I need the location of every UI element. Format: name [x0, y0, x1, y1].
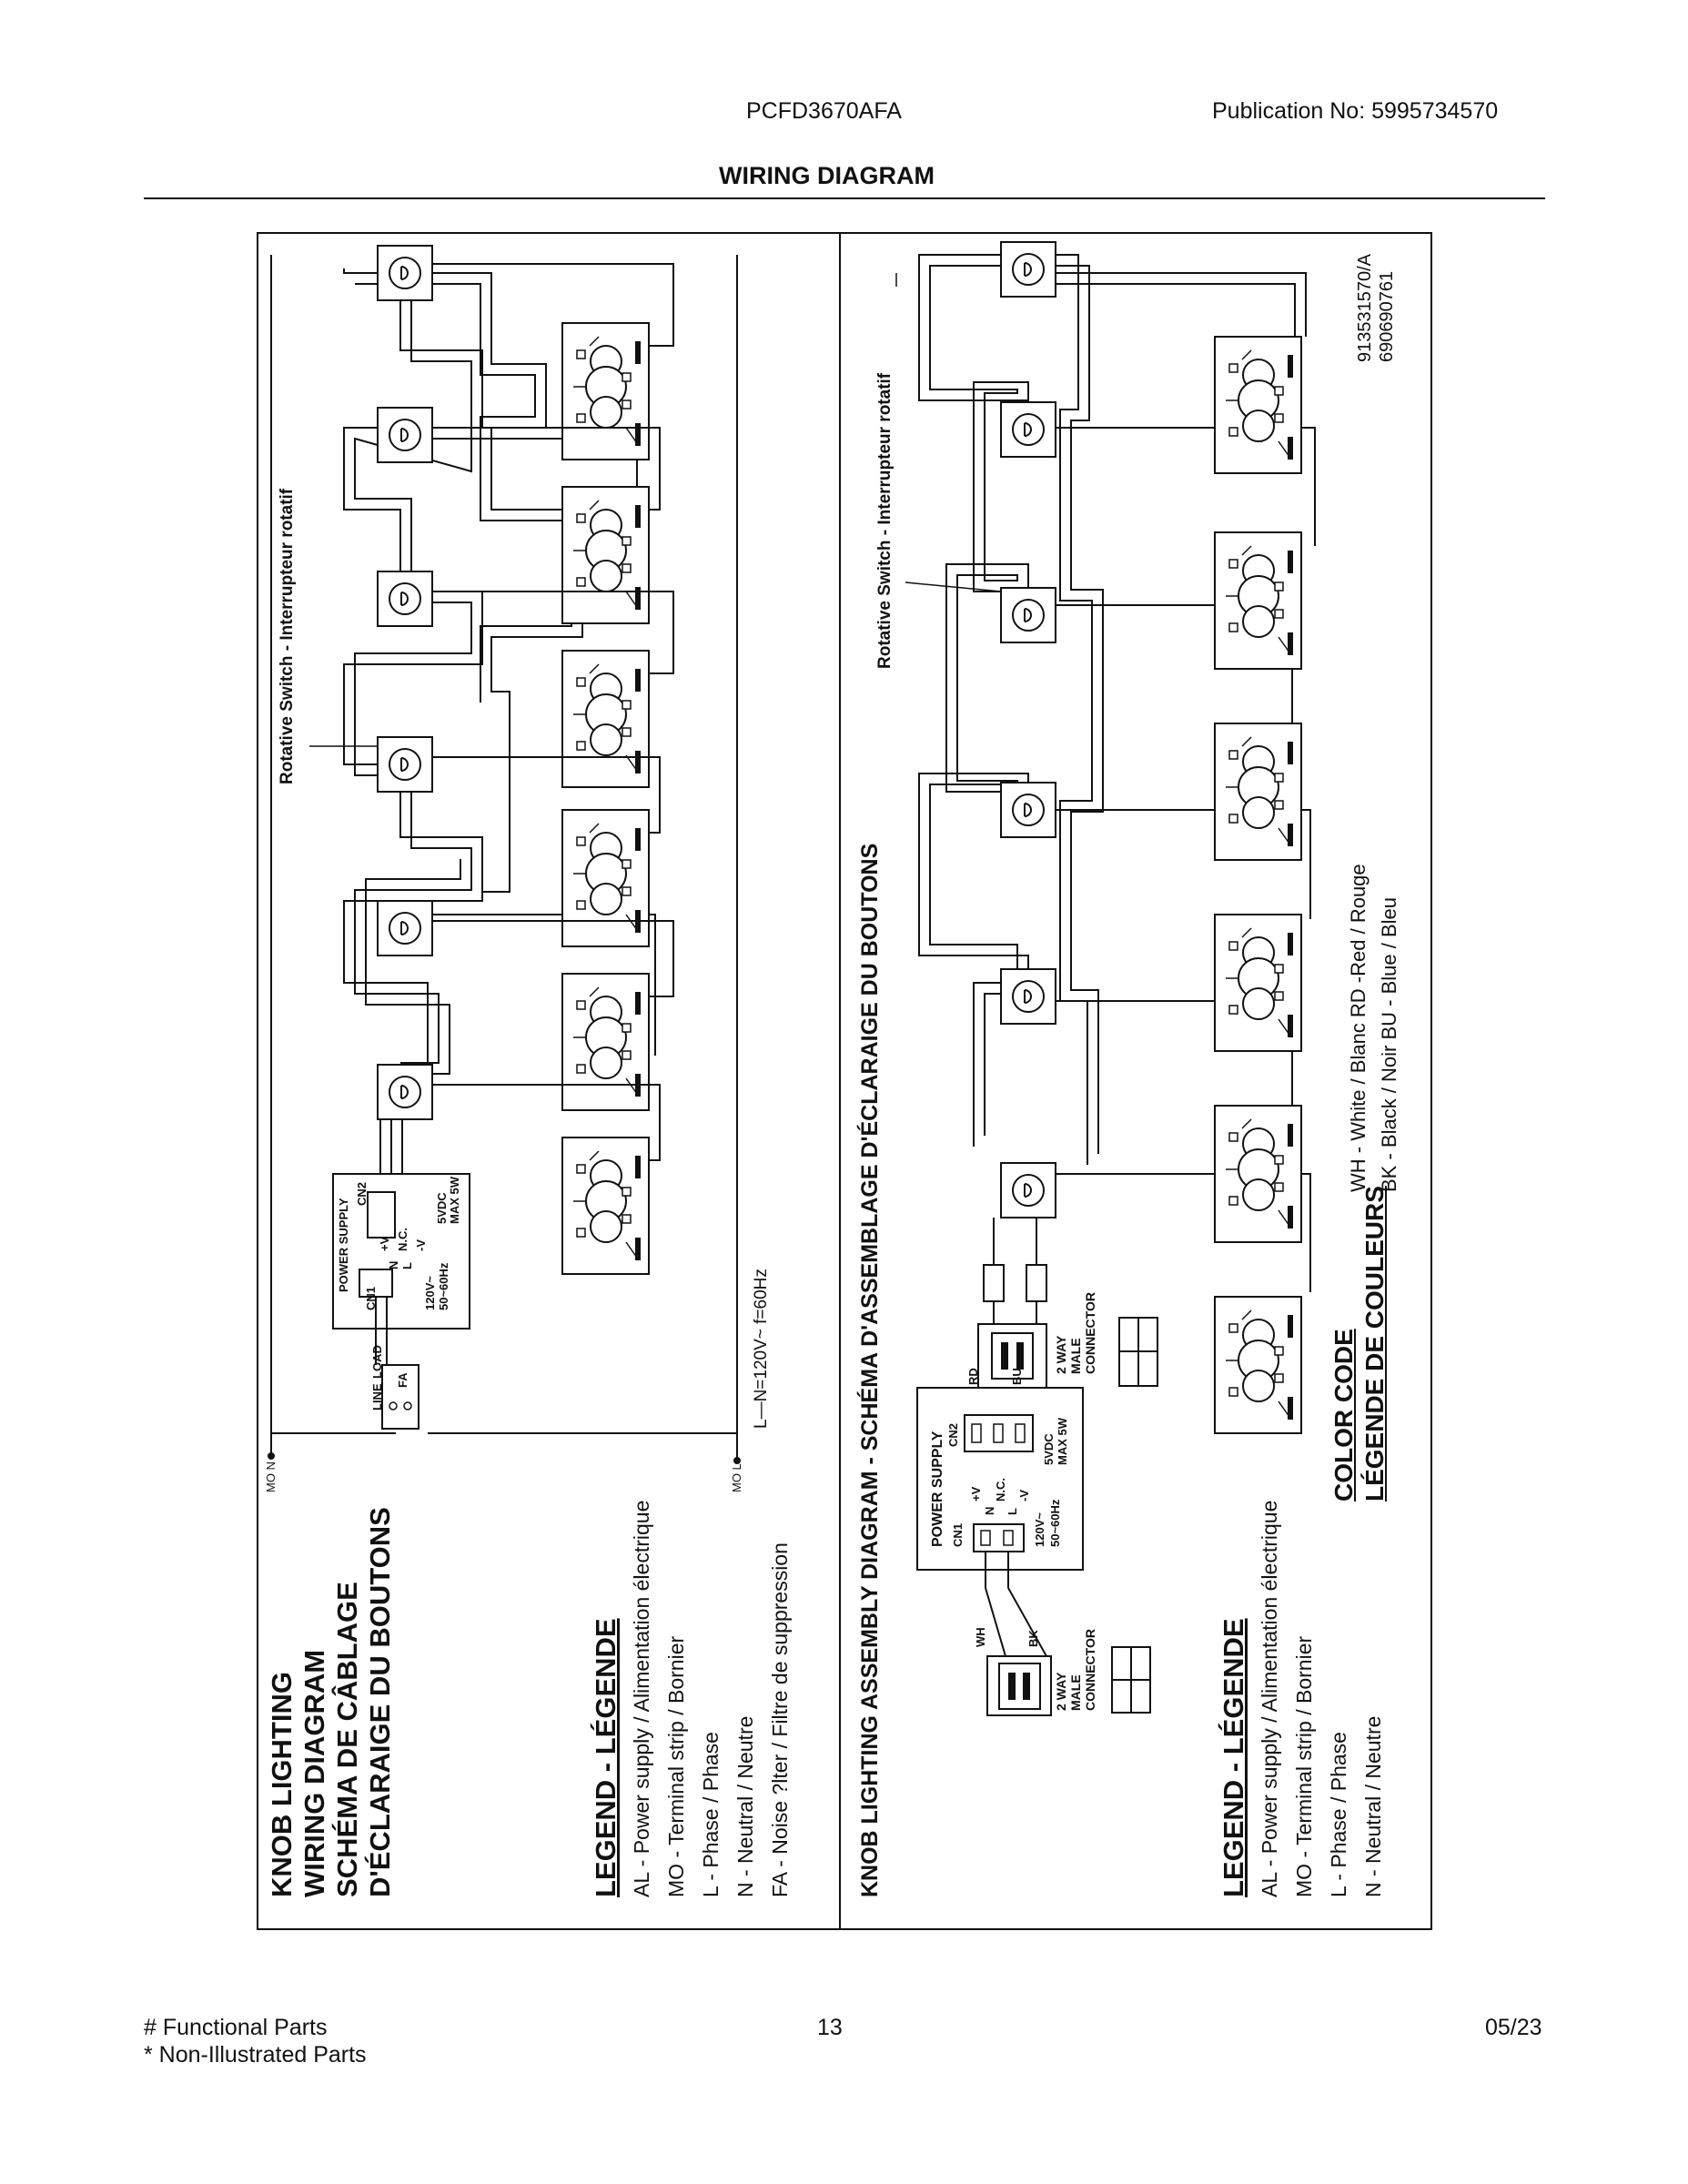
connector-label-bottom — [1054, 1629, 1097, 1711]
color-code-title-line: COLOR CODE — [1329, 1329, 1358, 1502]
color-code-list — [1343, 864, 1405, 1192]
left-ps-cn2: CN2 — [355, 1181, 369, 1206]
left-title — [266, 1507, 397, 1897]
wire-wh-label: WH — [974, 1627, 987, 1647]
connector-line: CONNECTOR — [1083, 1292, 1097, 1374]
left-ps-nc: N.C. — [396, 1228, 409, 1251]
right-ps-max: MAX 5W — [1056, 1418, 1069, 1465]
color-code-item: WH - White / Blanc RD -Red / Rouge — [1347, 864, 1370, 1192]
right-legend-title: LEGEND - LÉGENDE — [1218, 1618, 1249, 1897]
left-rotative-label: Rotative Switch - Interrupteur rotatif — [278, 488, 297, 784]
left-filter-load: LOAD — [370, 1345, 384, 1379]
right-ps-title: POWER SUPPLY — [930, 1431, 945, 1547]
publication-number: Publication No: 5995734570 — [1212, 98, 1499, 124]
left-ps-n: N — [387, 1260, 400, 1269]
right-ps-minus-v: -V — [1017, 1490, 1031, 1502]
connector-line: 2 WAY — [1054, 1672, 1068, 1711]
left-legend — [624, 1501, 797, 1897]
left-ps-vdc: 5VDC — [435, 1192, 449, 1224]
part-numbers — [1354, 254, 1398, 362]
left-filter-line: LINE — [370, 1383, 384, 1410]
color-code-title — [1329, 1186, 1390, 1502]
left-legend-item: MO - Terminal strip / Bornier — [664, 1635, 688, 1897]
left-legend-item: N - Neutral / Neutre — [733, 1715, 757, 1897]
connector-line: CONNECTOR — [1083, 1629, 1097, 1711]
right-ps-hz: 50~60Hz — [1048, 1499, 1062, 1547]
right-legend — [1252, 1501, 1390, 1897]
left-ps-hz: 50~60Hz — [437, 1262, 450, 1310]
connector-label-top — [1054, 1292, 1097, 1374]
page-title: WIRING DIAGRAM — [719, 162, 935, 189]
part-number: 913531570/A — [1355, 253, 1375, 362]
right-ps-n: N — [983, 1506, 996, 1515]
color-code-title-line: LÉGENDE DE COULEURS — [1360, 1186, 1389, 1502]
left-title-line-1: KNOB LIGHTING — [266, 1672, 298, 1897]
right-rotative-label: Rotative Switch - Interrupteur rotatif — [875, 372, 895, 669]
right-legend-item: L - Phase / Phase — [1327, 1732, 1350, 1897]
mo-n-label: MO N — [264, 1461, 278, 1492]
right-ps-l: L — [1006, 1508, 1019, 1515]
page-number: 13 — [817, 2015, 843, 2040]
color-code-item: BK - Black / Noir BU - Blue / Bleu — [1378, 897, 1400, 1192]
right-ps-plus-v: +V — [969, 1486, 983, 1502]
right-legend-item: AL - Power supply / Alimentation électrique — [1258, 1500, 1281, 1897]
left-ps-l: L — [400, 1262, 414, 1269]
mo-l-label: MO L — [730, 1463, 743, 1492]
right-ps-vdc: 5VDC — [1042, 1433, 1056, 1465]
left-ps-cn1: CN1 — [364, 1286, 378, 1310]
part-number: 690690761 — [1377, 270, 1397, 362]
wire-bu-label: BU — [1010, 1368, 1024, 1385]
left-legend-title: LEGEND - LÉGENDE — [590, 1618, 622, 1897]
connector-line: MALE — [1068, 1338, 1083, 1374]
right-ps-vin: 120V~ — [1033, 1512, 1046, 1547]
voltage-label: L—N=120V~ f=60Hz — [752, 1269, 771, 1429]
connector-line: MALE — [1068, 1674, 1083, 1711]
functional-parts-note: # Functional Parts — [144, 2015, 328, 2040]
right-legend-item: MO - Terminal strip / Bornier — [1292, 1635, 1316, 1897]
right-title: KNOB LIGHTING ASSEMBLY DIAGRAM - SCHÉMA D'ASSEMBLAGE D'ÉCLARAIGE DU BOUTONS — [857, 843, 883, 1897]
left-legend-item: L - Phase / Phase — [699, 1732, 723, 1897]
left-title-line-4: D'ÉCLARAIGE DU BOUTONS — [364, 1507, 396, 1897]
connector-line: 2 WAY — [1054, 1335, 1068, 1374]
right-ps-cn1: CN1 — [951, 1522, 965, 1547]
left-title-line-2: WIRING DIAGRAM — [298, 1649, 330, 1897]
left-title-line-3: SCHÉMA DE CÂBLAGE — [331, 1582, 363, 1897]
wire-rd-label: RD — [966, 1368, 980, 1385]
left-filter-fa: FA — [396, 1372, 409, 1388]
revision-date: 05/23 — [1485, 2015, 1542, 2040]
left-ps-max: MAX 5W — [448, 1177, 461, 1224]
left-ps-title: POWER SUPPLY — [337, 1198, 350, 1292]
right-ps-cn2: CN2 — [946, 1422, 960, 1447]
non-illustrated-note: * Non-Illustrated Parts — [144, 2042, 367, 2068]
footer-legend — [144, 2014, 367, 2068]
left-ps-vin: 120V~ — [423, 1276, 437, 1310]
right-legend-item: N - Neutral / Neutre — [1361, 1715, 1385, 1897]
left-legend-item: FA - Noise ?lter / Filtre de suppression — [768, 1542, 792, 1897]
left-ps-minus-v: -V — [414, 1239, 428, 1251]
model-number: PCFD3670AFA — [746, 98, 902, 124]
right-ps-nc: N.C. — [994, 1478, 1007, 1502]
left-legend-item: AL - Power supply / Alimentation électrique — [630, 1500, 653, 1897]
wire-bk-label: BK — [1026, 1630, 1040, 1647]
left-ps-plus-v: +V — [378, 1236, 391, 1251]
